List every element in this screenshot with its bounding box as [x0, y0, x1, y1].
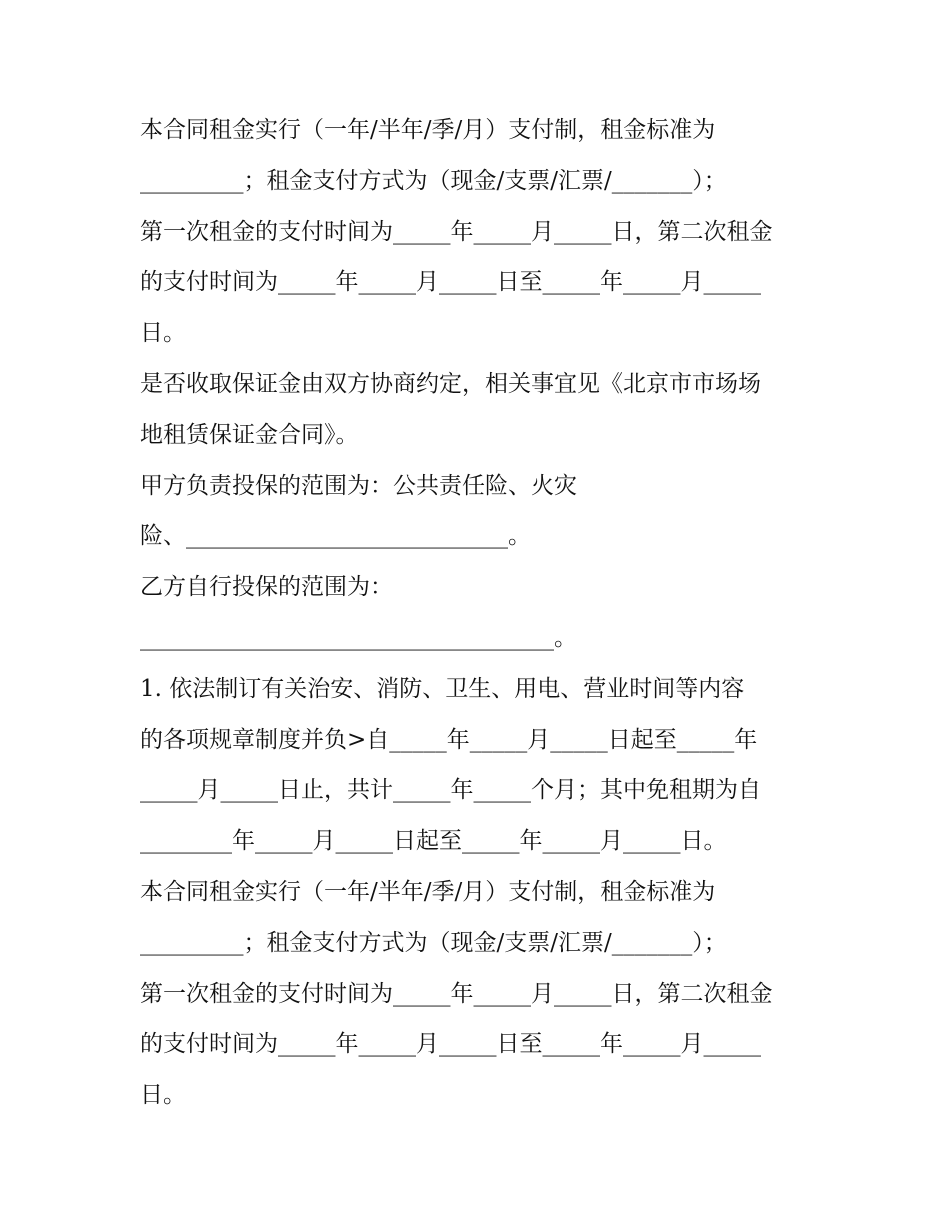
document-page	[140, 105, 830, 1121]
text-line-rent-payment-method: _________；租金支付方式为（现金/支票/汇票/_______）；	[140, 167, 727, 194]
text-line-second-payment-date: 的支付时间为_____年_____月_____日至_____年_____月_____	[140, 269, 761, 296]
text-line-second-payment-date-end: 日。	[140, 320, 186, 347]
text-line-item-1-regulations: 1. 依法制订有关治安、消防、卫生、用电、营业时间等内容	[140, 675, 745, 702]
text-line-lease-term-start: 的各项规章制度并负>自_____年_____月_____日起至_____年	[140, 726, 758, 753]
text-line-first-payment-date: 第一次租金的支付时间为_____年_____月_____日，第二次租金	[140, 218, 773, 245]
text-line-deposit-contract: 地租赁保证金合同》。	[140, 421, 359, 448]
text-line-second-payment-date-repeat: 的支付时间为_____年_____月_____日至_____年_____月_____	[140, 1031, 761, 1058]
text-line-deposit: 是否收取保证金由双方协商约定，相关事宜见《北京市市场场	[140, 370, 761, 397]
text-line-rent-payment-method-repeat: _________；租金支付方式为（现金/支票/汇票/_______）；	[140, 929, 727, 956]
text-line-party-a-insurance: 甲方负责投保的范围为：公共责任险、火灾	[140, 472, 577, 499]
text-line-lease-term-end: _____月_____日止，共计_____年_____个月；其中免租期为自	[140, 777, 761, 804]
text-line-party-b-insurance: 乙方自行投保的范围为：	[140, 574, 393, 601]
text-line-party-a-insurance-blank: 险、____________________________。	[140, 523, 531, 550]
text-line-second-payment-date-end-repeat: 日。	[140, 1082, 186, 1109]
text-line-rent-payment-system: 本合同租金实行（一年/半年/季/月）支付制，租金标准为	[140, 117, 716, 143]
text-line-rent-payment-system-repeat: 本合同租金实行（一年/半年/季/月）支付制，租金标准为	[140, 878, 716, 905]
text-line-first-payment-date-repeat: 第一次租金的支付时间为_____年_____月_____日，第二次租金	[140, 980, 773, 1007]
text-line-rent-free-period: ________年_____月_____日起至_____年_____月_____日。	[140, 828, 727, 855]
text-line-party-b-insurance-blank: ____________________________________。	[140, 624, 577, 651]
